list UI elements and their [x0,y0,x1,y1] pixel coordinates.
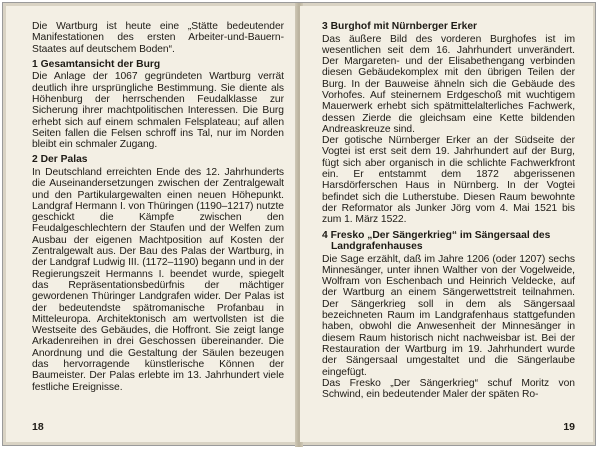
section3-text-1: Das äußere Bild des vorderen Burghofes ist im wesentlichen seit dem 16. Jahrhundert unverändert. Der Margareten- und der Elisabethengang verbinden diesen Gebäudekomplex mit den übrigen Teilen der Burg. In der Bauweise ähneln sich die Gebäude des Vorhofes. Auf steinernem Erdgeschoß mit wuchtigem Mauerwerk erhebt sich spätmittelalterliches Fachwerk, dessen Zierde die gleichsam eine Kette bildenden Andreaskreuze sind. [322,33,575,135]
section4-text-2: Das Fresko „Der Sängerkrieg“ schuf Moritz von Schwind, ein bedeutender Maler der späten Ro- [322,377,575,401]
section2-heading: 2 Der Palas [32,154,88,166]
intro-paragraph: Die Wartburg ist heute eine „Stätte bedeutender Manifestationen des ersten Arbeiter-und-Bauern-Staates auf deutschem Boden“. [32,21,284,55]
section3-text-2: Der gotische Nürnberger Erker an der Südseite der Vogtei ist erst seit dem 19. Jahrhundert auf der Burg, fügt sich aber organisch in die schlichte Fachwerkfront ein. Er entstammt dem 1872 abgerissenen Harsdörferschen Haus in Nürnberg. In der Vogtei befindet sich die Lutherstube. Diesen Raum bewohnte der Reformator als Junker Jörg vom 4. Mai 1521 bis zum 1. März 1522. [322,135,575,226]
section4-text-1: Die Sage erzählt, daß im Jahre 1206 (oder 1207) sechs Minnesänger, unter ihnen Walther von der Vogelweide, Wolfram von Eschenbach und Heinrich Veldecke, auf der Wartburg an einem Sängerwettstreit teilnahmen. Der Sängerkrieg soll in dem als Sängersaal bezeichneten Raum im Landgrafenhaus stattgefunden haben, obwohl die Anwesenheit der Minnesänger in diesem Raum historisch nicht nachweisbar ist. Bei der Restauration der Wartburg im 19. Jahrhundert wurde der Sängersaal umgestaltet und die Sängerlaube eingefügt. [322,253,575,378]
section1-text: Die Anlage der 1067 gegründeten Wartburg verrät deutlich ihre ursprüngliche Bestimmung. Sie diente als Höhenburg der herrschenden Feudalklasse zur Sicherung ihrer machtpolitischen Interessen. Die Burg erhebt sich auf einem schmalen Felsplateau; auf allen Seiten fallen die Felsen schroff ins Tal, nur im Norden bleibt ein schmaler Zugang. [32,71,284,151]
left-page [6,6,298,442]
page-number-left: 18 [32,421,44,433]
book-spread [2,2,596,446]
page-number-right: 19 [563,421,575,433]
right-page [300,6,593,442]
section1-heading: 1 Gesamtansicht der Burg [32,58,161,70]
section2-text: In Deutschland erreichten Ende des 12. Jahrhunderts die Auseinandersetzungen zwischen der Zentralgewalt und den Partikulargewalten einen neuen Höhepunkt. Landgraf Hermann I. von Thüringen (1190–1217) nutzte geschickt die Kämpfe zwischen den Feudalgeschlechtern der Staufen und der Welfen zum Ausbau der eigenen Machtposition auf Kosten der Zentralgewalt aus. Der Bau des Palas der Wartburg, in der Landgraf Ludwig III. (1172–1190) begann und in der Regierungszeit Hermanns I. beendet wurde, spiegelt das Repräsentationsbedürfnis der mächtiger gewordenen Thüringer Landgrafen wider. Der Palas ist der bedeutendste spätromanische Profanbau in Mitteleuropa. Architektonisch am wertvollsten ist die Westseite des Gebäudes, die Hoffront. Sie zeigt lange Arkadenreihen in drei Geschossen übereinander. Die Anordnung und die Gestaltung der Säulen bezeugen das hervorragende künstlerische Können der Baumeister. Der Palas erlebte im 13. Jahrhundert viele festliche Ereignisse. [32,166,284,393]
section4-heading: 4 Fresko „Der Sängerkrieg“ im Sängersaal des Landgrafenhauses [322,229,551,253]
section3-heading: 3 Burghof mit Nürnberger Erker [322,21,478,32]
